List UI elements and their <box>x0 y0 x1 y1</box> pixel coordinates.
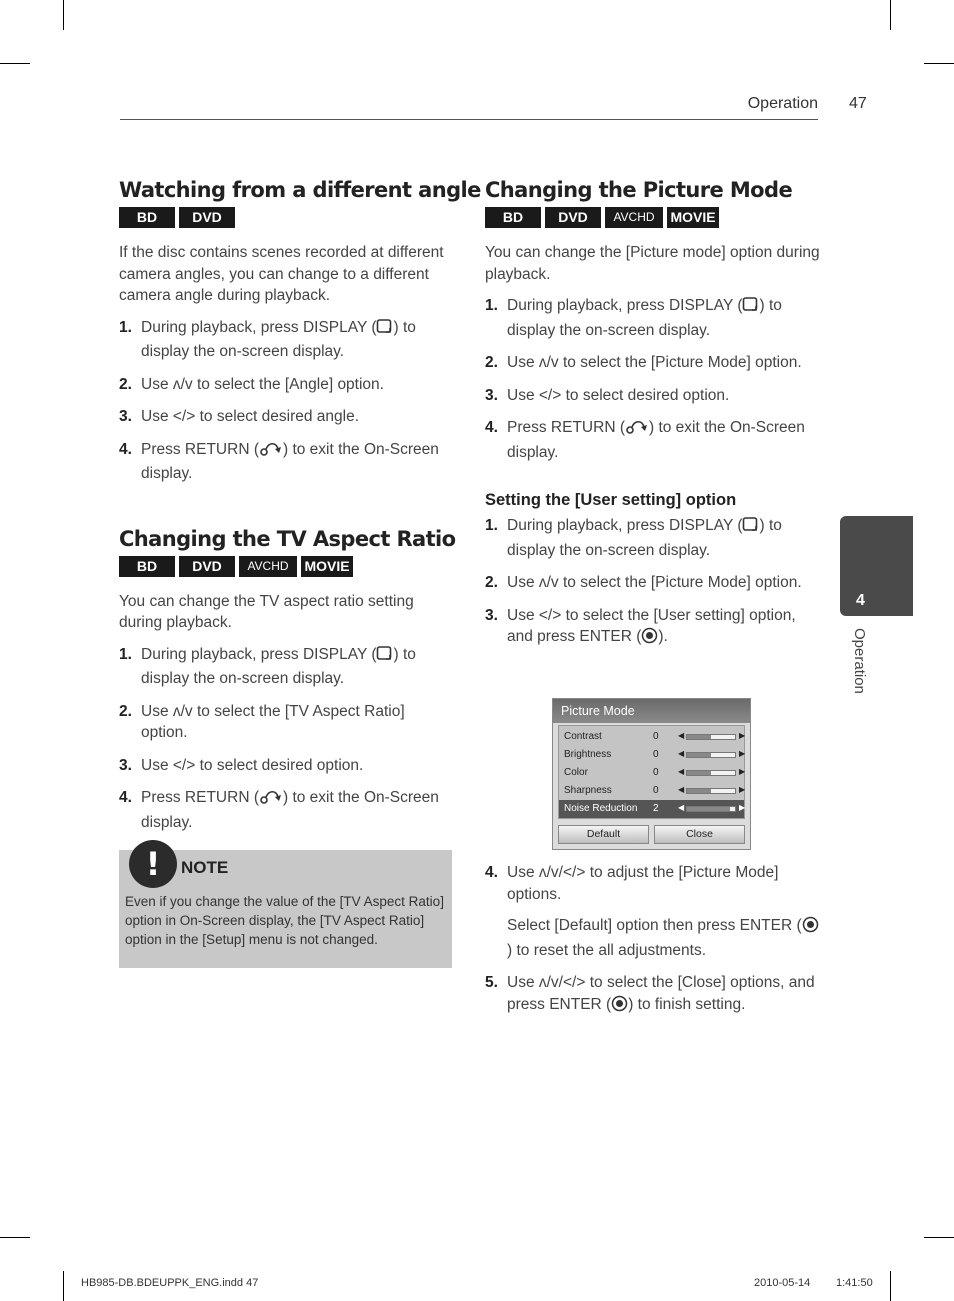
step-number: 3. <box>119 408 132 425</box>
section-title: Changing the Picture Mode <box>485 178 793 202</box>
step-item <box>485 515 820 561</box>
osd-title: Picture Mode <box>553 699 750 723</box>
arrow-right-icon[interactable]: ▶ <box>739 749 746 758</box>
step-number: 4. <box>485 864 498 881</box>
step-text: Use <box>507 354 539 371</box>
section-angle <box>119 176 481 485</box>
step-text: to select the [Close] options, and press ENTER ( <box>507 974 815 1013</box>
step-number: 3. <box>485 606 498 624</box>
arrow-keys: </> <box>538 606 562 624</box>
osd-settings-panel <box>558 725 745 819</box>
step-item <box>119 406 453 428</box>
badge-movie: MOVIE <box>667 207 719 228</box>
osd-row-brightness[interactable] <box>559 746 744 764</box>
arrow-keys: ʌ/v <box>538 354 559 371</box>
step-item <box>485 385 820 407</box>
crop-mark <box>890 1271 891 1301</box>
chapter-tab <box>840 516 913 616</box>
step-text: to select the [Angle] option. <box>192 375 384 393</box>
badge-avchd: AVCHD <box>605 207 663 228</box>
step-list <box>119 644 453 834</box>
osd-slider[interactable] <box>686 752 736 758</box>
step-item <box>485 572 820 594</box>
osd-slider[interactable] <box>686 788 736 794</box>
step-number: 1. <box>119 645 132 663</box>
section-title: Changing the TV Aspect Ratio <box>119 526 456 551</box>
badge-bd: BD <box>485 207 541 228</box>
step-number: 4. <box>485 419 498 436</box>
arrow-left-icon[interactable]: ◀ <box>678 785 685 794</box>
step-number: 1. <box>485 517 498 534</box>
arrow-keys: </> <box>172 408 196 425</box>
chapter-label <box>850 628 870 702</box>
arrow-right-icon[interactable]: ▶ <box>739 767 746 776</box>
step-text: ) to display the on-screen display. <box>141 645 416 687</box>
osd-slider-fill <box>687 771 711 775</box>
arrow-left-icon[interactable]: ◀ <box>678 767 685 776</box>
note-box <box>119 845 452 968</box>
step-text: During playback, press DISPLAY ( <box>141 645 377 663</box>
osd-slider[interactable] <box>686 734 736 740</box>
arrow-keys: ʌ/v <box>538 574 559 591</box>
badge-movie: MOVIE <box>301 556 353 577</box>
enter-icon <box>802 916 819 940</box>
badge-dvd: DVD <box>545 207 601 228</box>
osd-slider-fill <box>687 789 711 793</box>
step-item <box>485 972 820 1018</box>
step-list <box>119 317 453 485</box>
footer-time: 1:41:50 <box>836 1277 873 1289</box>
arrow-left-icon[interactable]: ◀ <box>678 731 685 740</box>
section-title: Watching from a different angle <box>119 178 481 202</box>
step-text: to select the [TV Aspect Ratio] option. <box>141 702 405 741</box>
arrow-keys: </> <box>538 386 562 404</box>
step-number: 3. <box>119 756 132 774</box>
step-text: During playback, press DISPLAY ( <box>141 318 377 336</box>
arrow-right-icon[interactable]: ▶ <box>739 731 746 740</box>
step-text: Use <box>507 386 539 404</box>
step-item <box>485 352 820 374</box>
step-text: ) to finish setting. <box>628 995 746 1013</box>
step-text: Use <box>141 756 173 774</box>
enter-icon <box>611 995 628 1019</box>
osd-row-label: Color <box>564 767 588 778</box>
step-item <box>119 374 453 396</box>
page-number: 47 <box>849 95 867 112</box>
step-text: ) to exit the On-Screen display. <box>141 789 439 831</box>
step-item <box>485 417 820 463</box>
footer-date: 2010-05-14 <box>754 1277 811 1289</box>
step-text: to select the [Picture Mode] option. <box>558 574 802 591</box>
step-item <box>119 755 453 777</box>
chapter-label-text: Operation <box>851 628 868 694</box>
return-icon <box>259 441 283 464</box>
osd-slider[interactable] <box>686 806 736 812</box>
osd-slider[interactable] <box>686 770 736 776</box>
osd-row-value: 0 <box>653 749 659 760</box>
display-icon <box>376 318 393 342</box>
display-icon <box>742 296 759 320</box>
step-text: Press RETURN ( <box>507 419 625 436</box>
enter-icon <box>641 627 658 651</box>
note-title: NOTE <box>181 858 229 877</box>
step-text: ) to exit the On-Screen display. <box>507 419 805 461</box>
disc-badges <box>485 207 820 228</box>
step-text: Use <box>507 864 539 881</box>
osd-row-label: Sharpness <box>564 785 612 796</box>
arrow-left-icon[interactable]: ◀ <box>678 803 685 812</box>
badge-bd: BD <box>119 556 175 577</box>
step-text: Use <box>141 408 173 425</box>
step-number: 4. <box>119 440 132 458</box>
step-text: ) to display the on-screen display. <box>507 297 782 339</box>
step-text: Use <box>507 606 539 624</box>
step-text: to select the [User setting] option, and press ENTER ( <box>507 606 796 645</box>
osd-close-button[interactable]: Close <box>654 825 745 844</box>
step-number: 2. <box>485 574 498 591</box>
osd-default-button[interactable]: Default <box>558 825 649 844</box>
header-section: Operation <box>747 95 818 112</box>
arrow-left-icon[interactable]: ◀ <box>678 749 685 758</box>
page-header <box>120 92 818 120</box>
step-number: 2. <box>119 702 132 720</box>
step-extra <box>507 915 820 961</box>
display-icon <box>376 645 393 669</box>
osd-row-contrast[interactable] <box>559 728 744 746</box>
osd-row-color[interactable] <box>559 764 744 782</box>
step-text: to select desired option. <box>561 386 730 404</box>
step-text: ) to display the on-screen display. <box>141 318 416 360</box>
step-item <box>119 787 453 833</box>
osd-row-value: 2 <box>653 803 659 814</box>
osd-row-sharpness[interactable] <box>559 782 744 800</box>
step-item <box>119 439 453 485</box>
arrow-keys: </> <box>172 756 196 774</box>
step-item <box>119 317 453 363</box>
step-item <box>485 605 820 651</box>
step-item <box>119 644 453 690</box>
arrow-keys: ʌ/v/</> <box>538 974 586 991</box>
step-text: Use <box>507 974 539 991</box>
step-text: to select desired angle. <box>195 408 360 425</box>
section-intro: If the disc contains scenes recorded at different camera angles, you can change to a different camera angle during playback. <box>119 244 444 304</box>
osd-row-label: Contrast <box>564 731 602 742</box>
section-intro: You can change the TV aspect ratio setting during playback. <box>119 592 414 631</box>
arrow-keys: ʌ/v <box>172 375 193 393</box>
crop-mark <box>0 63 30 64</box>
step-text: ) to display the on-screen display. <box>507 517 782 559</box>
step-item <box>485 295 820 341</box>
osd-row-value: 0 <box>653 731 659 742</box>
subsection-title: Setting the [User setting] option <box>485 491 737 509</box>
step-text: ) to reset the all adjustments. <box>507 941 707 959</box>
step-text: Press RETURN ( <box>141 440 259 458</box>
section-intro: You can change the [Picture mode] option during playback. <box>485 244 820 283</box>
osd-slider-fill <box>687 807 730 811</box>
crop-mark <box>924 1237 954 1238</box>
step-number: 3. <box>485 386 498 404</box>
step-number: 1. <box>485 297 498 314</box>
step-number: 1. <box>119 318 132 336</box>
step-text: Use <box>141 375 173 393</box>
badge-bd: BD <box>119 207 175 228</box>
return-icon <box>259 789 283 812</box>
osd-row-noise-reduction[interactable] <box>559 800 744 818</box>
osd-row-value: 0 <box>653 767 659 778</box>
step-text: Select [Default] option then press ENTER ( <box>507 917 802 934</box>
osd-row-label: Brightness <box>564 749 612 760</box>
step-number: 2. <box>119 375 132 393</box>
step-text: to select the [Picture Mode] option. <box>558 354 802 371</box>
arrow-keys: ʌ/v/</> <box>538 864 586 881</box>
step-text: Use <box>507 574 539 591</box>
step-list <box>485 862 820 1029</box>
exclamation-icon: ! <box>129 840 177 888</box>
left-column <box>119 176 481 844</box>
badge-dvd: DVD <box>179 556 235 577</box>
step-text: ) to exit the On-Screen display. <box>141 440 439 482</box>
osd-row-label: Noise Reduction <box>564 803 638 814</box>
step-text: ). <box>658 628 668 645</box>
crop-mark <box>63 1271 64 1301</box>
step-text: Press RETURN ( <box>141 789 259 806</box>
arrow-right-icon[interactable]: ▶ <box>739 803 746 812</box>
return-icon <box>625 419 649 442</box>
disc-badges <box>119 556 453 577</box>
badge-avchd: AVCHD <box>239 556 297 577</box>
note-text: Even if you change the value of the [TV Aspect Ratio] option in On-Screen display, the [TV Aspect Ratio] option in the [Setup] menu is not changed. <box>125 894 444 947</box>
osd-slider-fill <box>687 735 711 739</box>
section-aspect <box>119 525 456 834</box>
badge-dvd: DVD <box>179 207 235 228</box>
display-icon <box>742 516 759 540</box>
step-text: Use <box>141 702 173 720</box>
osd-row-value: 0 <box>653 785 659 796</box>
step-text: During playback, press DISPLAY ( <box>507 517 743 534</box>
step-list <box>485 295 820 463</box>
crop-mark <box>0 1237 30 1238</box>
step-item <box>485 862 820 961</box>
chapter-number: 4 <box>856 592 865 609</box>
crop-mark <box>63 0 64 30</box>
osd-slider-fill <box>687 753 711 757</box>
step-text: to adjust the [Picture Mode] options. <box>507 864 779 903</box>
step-number: 4. <box>119 789 132 806</box>
arrow-keys: ʌ/v <box>172 702 193 720</box>
step-text: During playback, press DISPLAY ( <box>507 297 743 314</box>
step-number: 2. <box>485 354 498 371</box>
footer-file: HB985-DB.BDEUPPK_ENG.indd 47 <box>81 1277 259 1289</box>
section-picture-mode <box>485 176 820 463</box>
crop-mark <box>890 0 891 30</box>
disc-badges <box>119 207 453 228</box>
crop-mark <box>924 63 954 64</box>
step-text: to select desired option. <box>195 756 364 774</box>
picture-mode-osd <box>552 698 751 850</box>
step-item <box>119 701 453 744</box>
step-list <box>485 515 820 651</box>
arrow-right-icon[interactable]: ▶ <box>739 785 746 794</box>
step-number: 5. <box>485 974 498 991</box>
